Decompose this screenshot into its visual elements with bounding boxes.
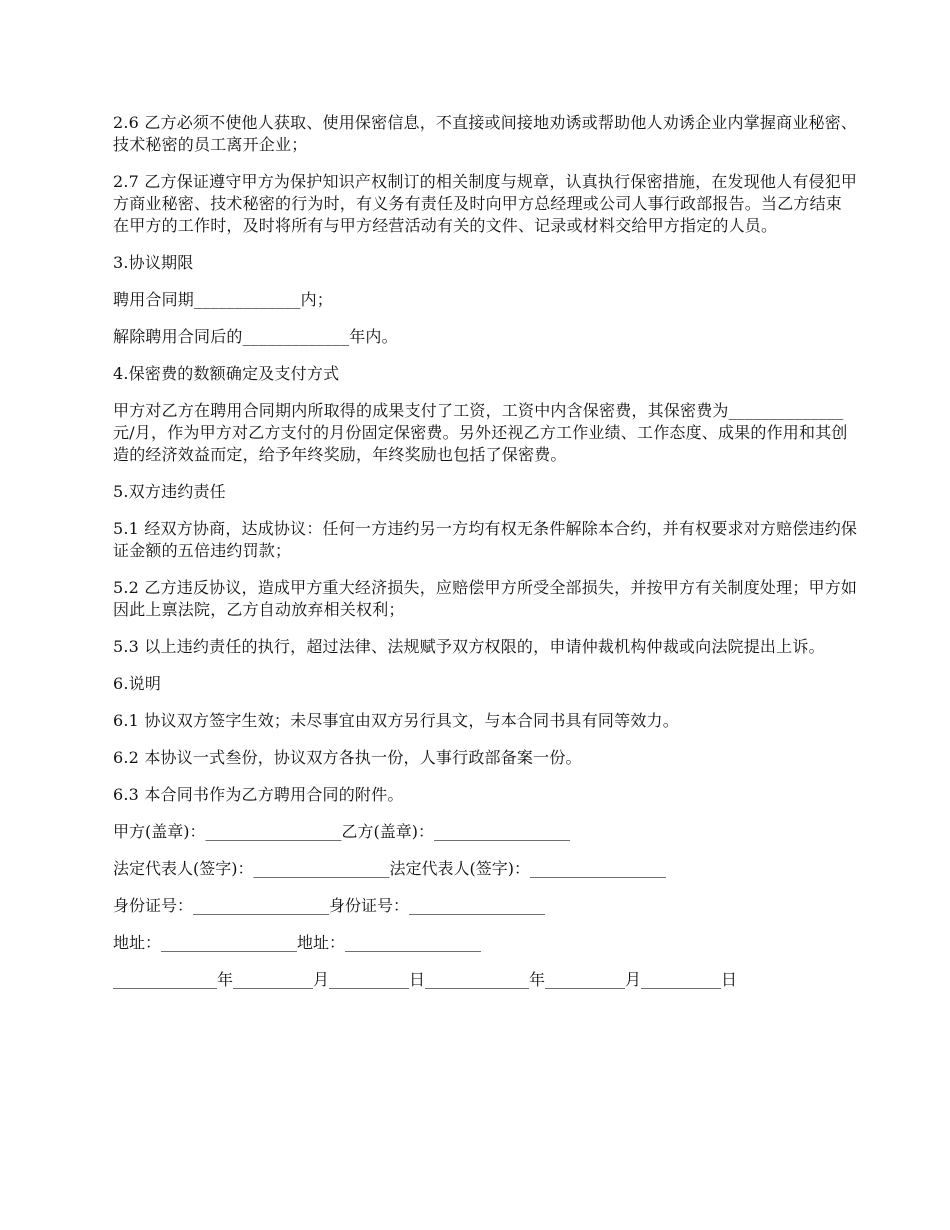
section-4-heading: 4.保密费的数额确定及支付方式 xyxy=(113,364,340,383)
clause-6-2: 6.2 本协议一式叁份，协议双方各执一份，人事行政部备案一份。 xyxy=(113,748,582,767)
clause-5-2: 5.2 乙方违反协议，造成甲方重大经济损失，应赔偿甲方所受全部损失，并按甲方有关制度处理；甲方如因此上禀法院，乙方自动放弃相关权利； xyxy=(113,578,858,619)
term-contract-period: 聘用合同期_____________内； xyxy=(113,290,334,309)
signature-id-number: 身份证号：_________________身份证号：_________________ xyxy=(113,896,546,915)
signature-date: _____________年__________月__________日_____________年__________月__________日 xyxy=(113,970,737,989)
clause-5-1: 5.1 经双方协商，达成协议：任何一方违约另一方均有权无条件解除本合约，并有权要求对方赔偿违约保证金额的五倍违约罚款； xyxy=(113,519,858,560)
clause-5-3: 5.3 以上违约责任的执行，超过法律、法规赋予双方权限的，申请仲裁机构仲裁或向法院提出上诉。 xyxy=(113,637,825,656)
section-5-heading: 5.双方违约责任 xyxy=(113,482,226,501)
clause-6-1: 6.1 协议双方签字生效；未尽事宜由双方另行具文，与本合同书具有同等效力。 xyxy=(113,711,679,730)
term-after-termination: 解除聘用合同后的_____________年内。 xyxy=(113,327,398,346)
clause-4: 甲方对乙方在聘用合同期内所取得的成果支付了工资，工资中内含保密费，其保密费为______________元/月，作为甲方对乙方支付的月份固定保密费。另外还视乙方工作业绩、工作态度、成果的作用和其创造的经济效益而定，给予年终奖励，年终奖励也包括了保密费。 xyxy=(113,401,848,464)
clause-6-3: 6.3 本合同书作为乙方聘用合同的附件。 xyxy=(113,785,404,804)
section-6-heading: 6.说明 xyxy=(113,674,162,693)
signature-party-seal: 甲方(盖章)：_________________乙方(盖章)：_________________ xyxy=(113,822,570,841)
contract-page xyxy=(113,112,858,1006)
signature-address: 地址：_________________地址：_________________ xyxy=(113,933,482,952)
clause-2-7: 2.7 乙方保证遵守甲方为保护知识产权制订的相关制度与规章，认真执行保密措施，在发现他人有侵犯甲方商业秘密、技术秘密的行为时，有义务有责任及时向甲方总经理或公司人事行政部报告。当乙方结束在甲方的工作时，及时将所有与甲方经营活动有关的文件、记录或材料交给甲方指定的人员。 xyxy=(113,172,858,235)
signature-legal-rep: 法定代表人(签字)：_________________法定代表人(签字)：_________________ xyxy=(113,859,666,878)
section-3-heading: 3.协议期限 xyxy=(113,253,194,272)
clause-2-6: 2.6 乙方必须不使他人获取、使用保密信息，不直接或间接地劝诱或帮助他人劝诱企业内掌握商业秘密、技术秘密的员工离开企业； xyxy=(113,113,858,154)
